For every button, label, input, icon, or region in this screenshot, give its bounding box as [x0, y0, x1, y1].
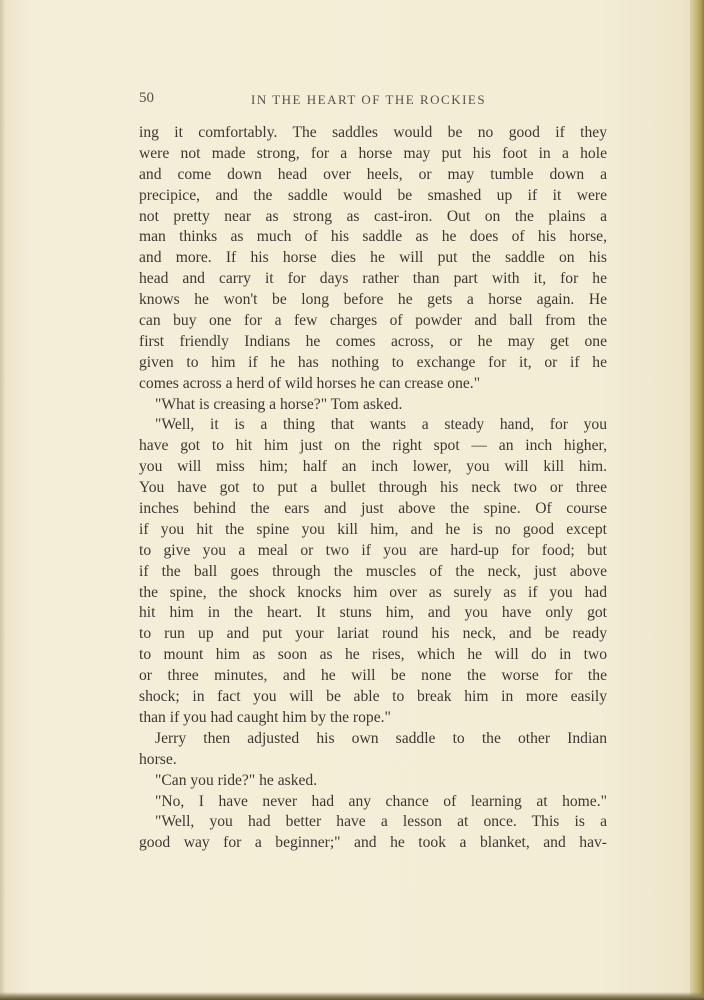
text-line: knows he won't be long before he gets a horse again. He	[139, 291, 607, 309]
page-bottom-edge	[0, 992, 704, 1000]
page-header	[139, 90, 609, 110]
text-line: man thinks as much of his saddle as he does of his horse,	[139, 228, 607, 246]
text-line: if the ball goes through the muscles of the neck, just above	[139, 562, 607, 580]
text-line: "No, I have never had any chance of learning at home."	[155, 792, 607, 810]
text-line: good way for a beginner;" and he took a blanket, and hav-	[139, 834, 607, 852]
running-head: IN THE HEART OF THE ROCKIES	[251, 92, 487, 107]
text-line: first friendly Indians he comes across, or he may get one	[139, 332, 607, 350]
text-line: the spine, the shock knocks him over as surely as if you had	[139, 583, 607, 601]
text-line: comes across a herd of wild horses he can crease one."	[139, 374, 481, 392]
text-line: if you hit the spine you kill him, and he is no good except	[139, 520, 607, 538]
text-line: to run up and put your lariat round his neck, and be ready	[139, 625, 607, 643]
text-line: have got to hit him just on the right spot — an inch higher,	[139, 437, 607, 455]
text-line: Jerry then adjusted his own saddle to the other Indian	[155, 729, 607, 747]
body-text	[139, 123, 607, 854]
text-line: not pretty near as strong as cast-iron. Out on the plains a	[139, 207, 607, 225]
page-number: 50	[139, 90, 154, 106]
text-line: "Can you ride?" he asked.	[155, 771, 318, 789]
text-line: to mount him as soon as he rises, which he will do in two	[139, 646, 607, 664]
text-line: hit him in the heart. It stuns him, and you have only got	[139, 604, 607, 622]
text-line: ing it comfortably. The saddles would be no good if they	[139, 124, 607, 141]
page-gutter-shadow	[0, 0, 6, 1000]
text-line: precipice, and the saddle would be smashed up if it were	[139, 186, 607, 204]
text-line: "What is creasing a horse?" Tom asked.	[155, 395, 403, 413]
text-line: inches behind the ears and just above the spine. Of course	[139, 500, 607, 518]
text-line: You have got to put a bullet through his neck two or three	[139, 479, 607, 497]
text-line: or three minutes, and he will be none the worse for the	[139, 667, 607, 685]
text-line: you will miss him; half an inch lower, you will kill him.	[139, 458, 607, 476]
text-line: than if you had caught him by the rope."	[139, 708, 391, 726]
text-line: can buy one for a few charges of powder and ball from the	[139, 312, 607, 330]
text-line: "Well, it is a thing that wants a steady hand, for you	[155, 416, 607, 434]
text-line: and come down head over heels, or may tumble down a	[139, 165, 607, 183]
page-edge	[690, 0, 704, 1000]
text-line: to give you a meal or two if you are hard-up for food; but	[139, 541, 607, 559]
text-line: head and carry it for days rather than part with it, for he	[139, 270, 607, 288]
text-line: shock; in fact you will be able to break him in more easily	[139, 688, 607, 706]
text-line: horse.	[139, 750, 177, 768]
text-line: given to him if he has nothing to exchange for it, or if he	[139, 353, 607, 371]
text-line: were not made strong, for a horse may put his foot in a hole	[139, 144, 607, 162]
text-line: and more. If his horse dies he will put the saddle on his	[139, 249, 607, 267]
text-line: "Well, you had better have a lesson at once. This is a	[155, 813, 607, 831]
